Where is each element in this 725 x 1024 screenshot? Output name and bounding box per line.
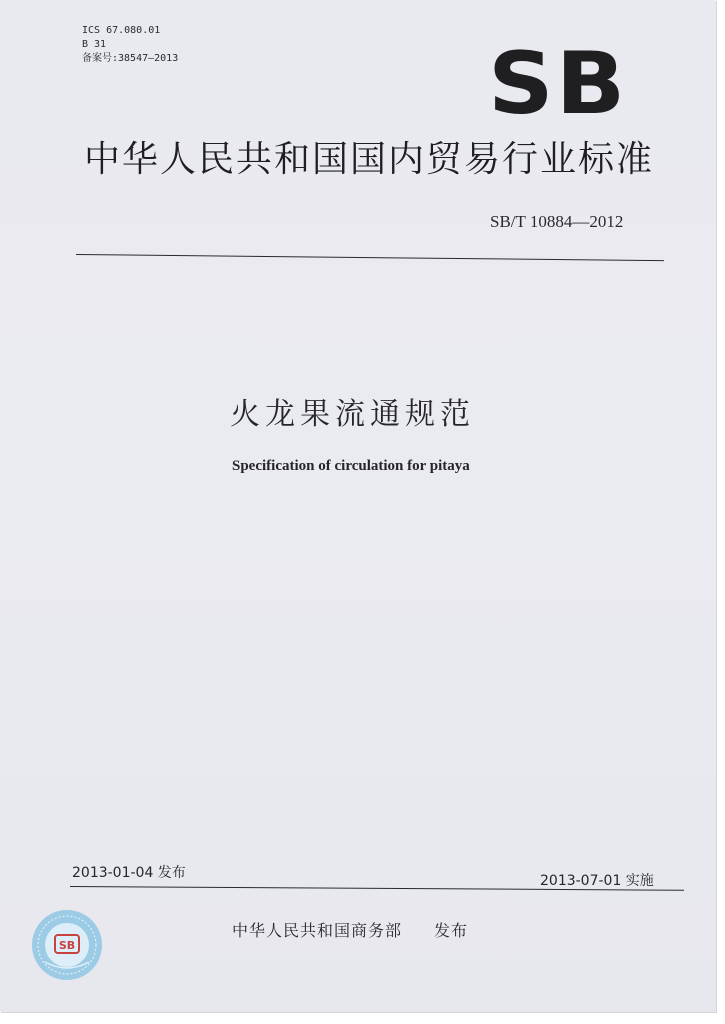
sb-logo: SB	[488, 34, 628, 134]
document-title-chinese: 火龙果流通规范	[230, 397, 475, 432]
standard-code: SB/T 10884—2012	[490, 212, 624, 231]
publisher-action: 发布	[434, 921, 469, 940]
issuing-authority-title: 中华人民共和国国内贸易行业标准	[84, 139, 655, 180]
header-divider	[76, 254, 664, 261]
publisher-line	[232, 918, 468, 941]
seal-text: SB	[58, 939, 76, 952]
ccs-code: B 31	[82, 39, 107, 50]
issue-date: 2013-01-04 发布	[72, 865, 186, 881]
certification-seal-icon	[30, 908, 104, 982]
classification-block	[82, 24, 178, 66]
implementation-date: 2013-07-01 实施	[540, 873, 654, 889]
ics-code: ICS 67.080.01	[82, 25, 161, 36]
document-title-english: Specification of circulation for pitaya	[232, 458, 470, 474]
publisher-name: 中华人民共和国商务部	[232, 921, 403, 940]
filing-number: 备案号:38547—2013	[82, 53, 179, 64]
